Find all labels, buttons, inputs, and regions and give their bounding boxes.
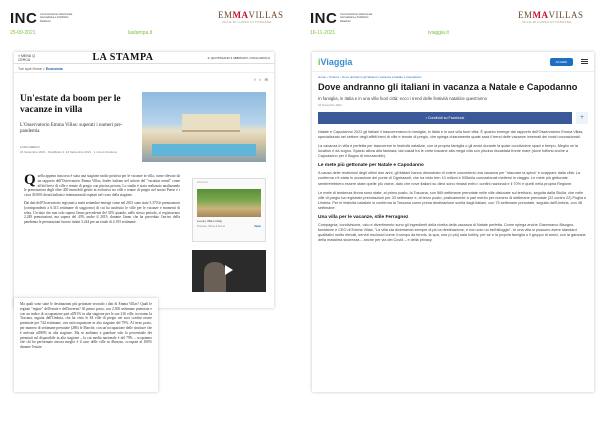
ad-footer [193,225,265,228]
lastampa-account-links[interactable]: IL QUOTIDIANO ▾ ABBONATI ▪ PAOLO/ROLO [207,55,270,60]
article-paragraph-1: Natale e Capodanno 2022 gli italiani li trascorreranno in famiglia, in Italia e in una villa fuori città. È quanto emerge dal rapporto dell'Osservatorio Emma Villas, specializzato nel settore degli affitti brevi di ville e tenute di pregio, che spiega chiaramente quale sarà il trend delle vacanze invernali dei nostri connazionali. [318,129,584,139]
ad-footer-left: Toscana, Siena & Roma [197,225,225,228]
article-headline: Dove andranno gli italiani in vacanza a Natale e Capodanno [318,82,578,92]
article-body [24,174,180,228]
facebook-share-button[interactable]: ▪ Condividi su Facebook [318,112,572,124]
login-button[interactable]: ACCEDI [550,58,573,66]
inc-logo: INC [310,10,338,27]
villa-pool-shape [152,144,256,156]
breadcrumb [14,64,274,73]
breadcrumb[interactable]: Home › Turismo › Dove andranno gli italiani in vacanza a Natale e Capodanno [318,75,422,79]
share-bar [318,112,588,124]
clipping-source: lastampa.it [128,30,153,36]
crumb-separator: Home > [31,67,46,71]
facebook-icon[interactable]: f [254,77,256,82]
article-author: LUIGI GRECO [20,145,40,149]
villa-house-shape [182,114,240,132]
article-date: 16 Novembre 2021 [318,102,342,107]
lastampa-continuation: Ma quali sono state le destinazioni più gettonate secondo i dati di Emma Villas? Quali le regioni "regine" dell'estate e dell'inverno? Al primo posto, con 2.300 settimane prenotate e con un indice di occupazione pari all'81% in alta stagione per le sue 216 ville, troviamo la Toscana, seguita dall'Umbria, che ha visto le 84 ville di pregio nei suoi confini essere prenotate per 744 settimane, con un'occupazione in alta stagione del 79%. Al terzo posto, per numero di settimane prenotate (286) le Marche, con un'occupazione delle strutture che è arrivata all'80% in alta stagione. Ma se andiamo a guardare solo la percentuale dei prenotati sul disponibile in alta stagione – la cui media nazionale è del 79% – scopriamo che chi ha performato ancora meglio è il caso delle ville in Abruzzo, occupate al 100% durante l'estate. [14,298,158,392]
article-headline: Un'estate da boom per le vacanze in villa [20,94,121,115]
lastampa-topbar [14,52,274,64]
right-column [310,0,600,424]
villa-hero-image [142,92,266,162]
article-paragraph-2: Dai dati dell'Osservatorio registrati a metà settembre emerge come nel 2021 sono state 5.370 le prenotazioni (corrispondenti a 6.313 settimane di soggiorno) di cui ha usufruito le ville per le vacanze e momenti di relax. Un dato che non solo supera l'anno precedente del 33% quando, nello stesso periodo, si registravano 2.249 prenotazioni, ma supera del 43% anche il 2019, durante l'anno che ha preceduto l'arrivo della pandemia le prenotazioni furono infatti 3.244 per un totale di 4.193 settimane. [24,200,180,225]
iviaggia-logo[interactable]: iViaggia [318,56,353,67]
article-body [312,124,594,244]
emma-villas-logo: EMMAVILLAS [518,10,584,20]
article-dates: 24 Settembre 2021 · Modificato il: 24 Settembre 2021 · 1 minuti di lettura [20,150,117,154]
crumb-section[interactable]: Economia [45,67,63,71]
ad-open-link[interactable]: Open [254,225,261,228]
video-thumbnail[interactable] [192,250,266,292]
section-heading-1: Le mete più gettonate per Natale e Capodanno [318,163,424,169]
left-column [10,0,300,424]
clipping-date: 25-09-2021 [10,30,36,36]
crumb-home[interactable]: Tue spot [18,67,32,71]
article-paragraph-3: A causa delle restrizioni degli ultimi due anni, gli italiani hanno dimostrato di volere concedersi una vacanza per "staccare la spina" e scappare dalla città. La conferma c'è stata in occasione del ponte di Ognissanti, che ha visto ben 10 milioni e 535mila connazionali mettersi in viaggio. Le mete più gettonate sembrerebbero essere state quelle più vicine, dato che nove italiani su dieci sono rimasti entro i confini nazionali e il 70% è quelli nella propria Regione. [318,171,581,186]
mail-icon[interactable]: ✉ [264,77,268,82]
lastampa-masthead: LA STAMPA [92,52,154,63]
inc-subtitle: Comunicazione Istituzionale Giornalistica e Pubbliche Relazioni [40,13,73,23]
play-icon[interactable] [225,265,233,275]
iviaggia-topbar [312,52,594,72]
lastampa-clipping [14,52,274,308]
article-paragraph-5: Compagnia, condivisione, ozio e divertimento sono gli ingredienti della ricetta della vacanza di Natale perfetta. Come spiega anche Giammarco Bisogno, fondatore e CEO di Emma Villas, "La villa sta diventando sempre di più la destinazione, e non solo un bell'alloggio". In una villa si possono avere standard qualitativi molto elevati, servizi esclusivi come il campo da tennis, la spa, una (o più) sala hobby, per sé e la propria famiglia o il gruppo di amici, con la garanzia della massima sicurezza – anche per via del Covid – e della privacy. [318,223,586,243]
ad-caption: Luxury Villa in Italy [197,219,222,223]
emma-villas-tagline: VILLE DI LUSSO IN TOSCANA [522,20,572,24]
ad-image [197,189,261,217]
clipping-source: iviaggia.it [428,30,449,36]
twitter-icon[interactable]: t [259,77,261,82]
clipping-date: 16-11-2021 [310,30,336,36]
iviaggia-clipping [312,52,594,392]
hamburger-menu-icon[interactable] [581,59,588,64]
inc-logo: INC [10,10,38,27]
ad-label: Annuncio [197,181,208,184]
article-lede: In famiglia, in Italia e in una villa fuori città: ecco i trend delle festività natalizie quest'anno [318,95,487,101]
video-person-shape [204,262,226,292]
inc-subtitle: Comunicazione Istituzionale Giornalistica e Pubbliche Relazioni [340,13,373,23]
emma-villas-logo: EMMAVILLAS [218,10,284,20]
emma-villas-tagline: VILLE DI LUSSO IN TOSCANA [222,20,272,24]
article-paragraph-1: uella appena trascorsa è stata una stagione molto positiva per le vacanze in villa, come rilevato da un rapporto dell'Osservatorio Emma Villas, leader italiano nel settore del "vacation rental" come affitti brevi di ville e tenute di pregio con piscina privata. Lo studio è stato realizzato analizzando le prenotazioni degli oltre 450 immobili gestiti in esclusiva tra ville e tenute di pregio nel nostro Paese e i circa 30.000 clienti italiani e internazionali ospitati nel corso della stagione. [24,174,180,198]
article-paragraph-4: Le mete di tendenza finora sono state, al primo posto, la Toscana, con 569 settimane prenotate nelle ville dislocate sul territorio, seguita dalla Sicilia, che nelle ville di pregio ha registrato prenotazioni per 33 settimane e, al terzo posto, praticamente a pari merito per numero di settimane prenotate (22 contro 22) Puglia e Umbria. Per le festività natalizie si conferma la Toscana come prima destinazione scelta dagli italiani, con 75 settimane prenotate, seguita dall'Umbria, con 48 settimane. [318,190,587,210]
article-paragraph-2: La vacanza in villa è perfetta per trascorrere le festività natalizie, con la propria famiglia o gli amici durante la quale condividere spazi e tempo. Meglio se la location è da sogno. Spazio allora alla fantasia, dai casali tra le crete toscane alla mega villa con piscina riscaldata fronte mare (dove tuffarsi anche a Capodanno per il Bagno di mezzanotte). [318,144,579,159]
article-subtitle: L'Osservatorio Emma Villas: superati i numeri pre-pandemia [20,123,123,134]
ad-box[interactable] [192,178,266,242]
dropcap: Q [24,172,36,188]
more-share-button[interactable]: + [576,112,588,124]
section-heading-2: Una villa per le vacanze, stile Ferragnez [318,215,409,221]
menu-button[interactable]: ≡ MENU Q CERCA [18,53,36,62]
share-icons [254,77,268,82]
